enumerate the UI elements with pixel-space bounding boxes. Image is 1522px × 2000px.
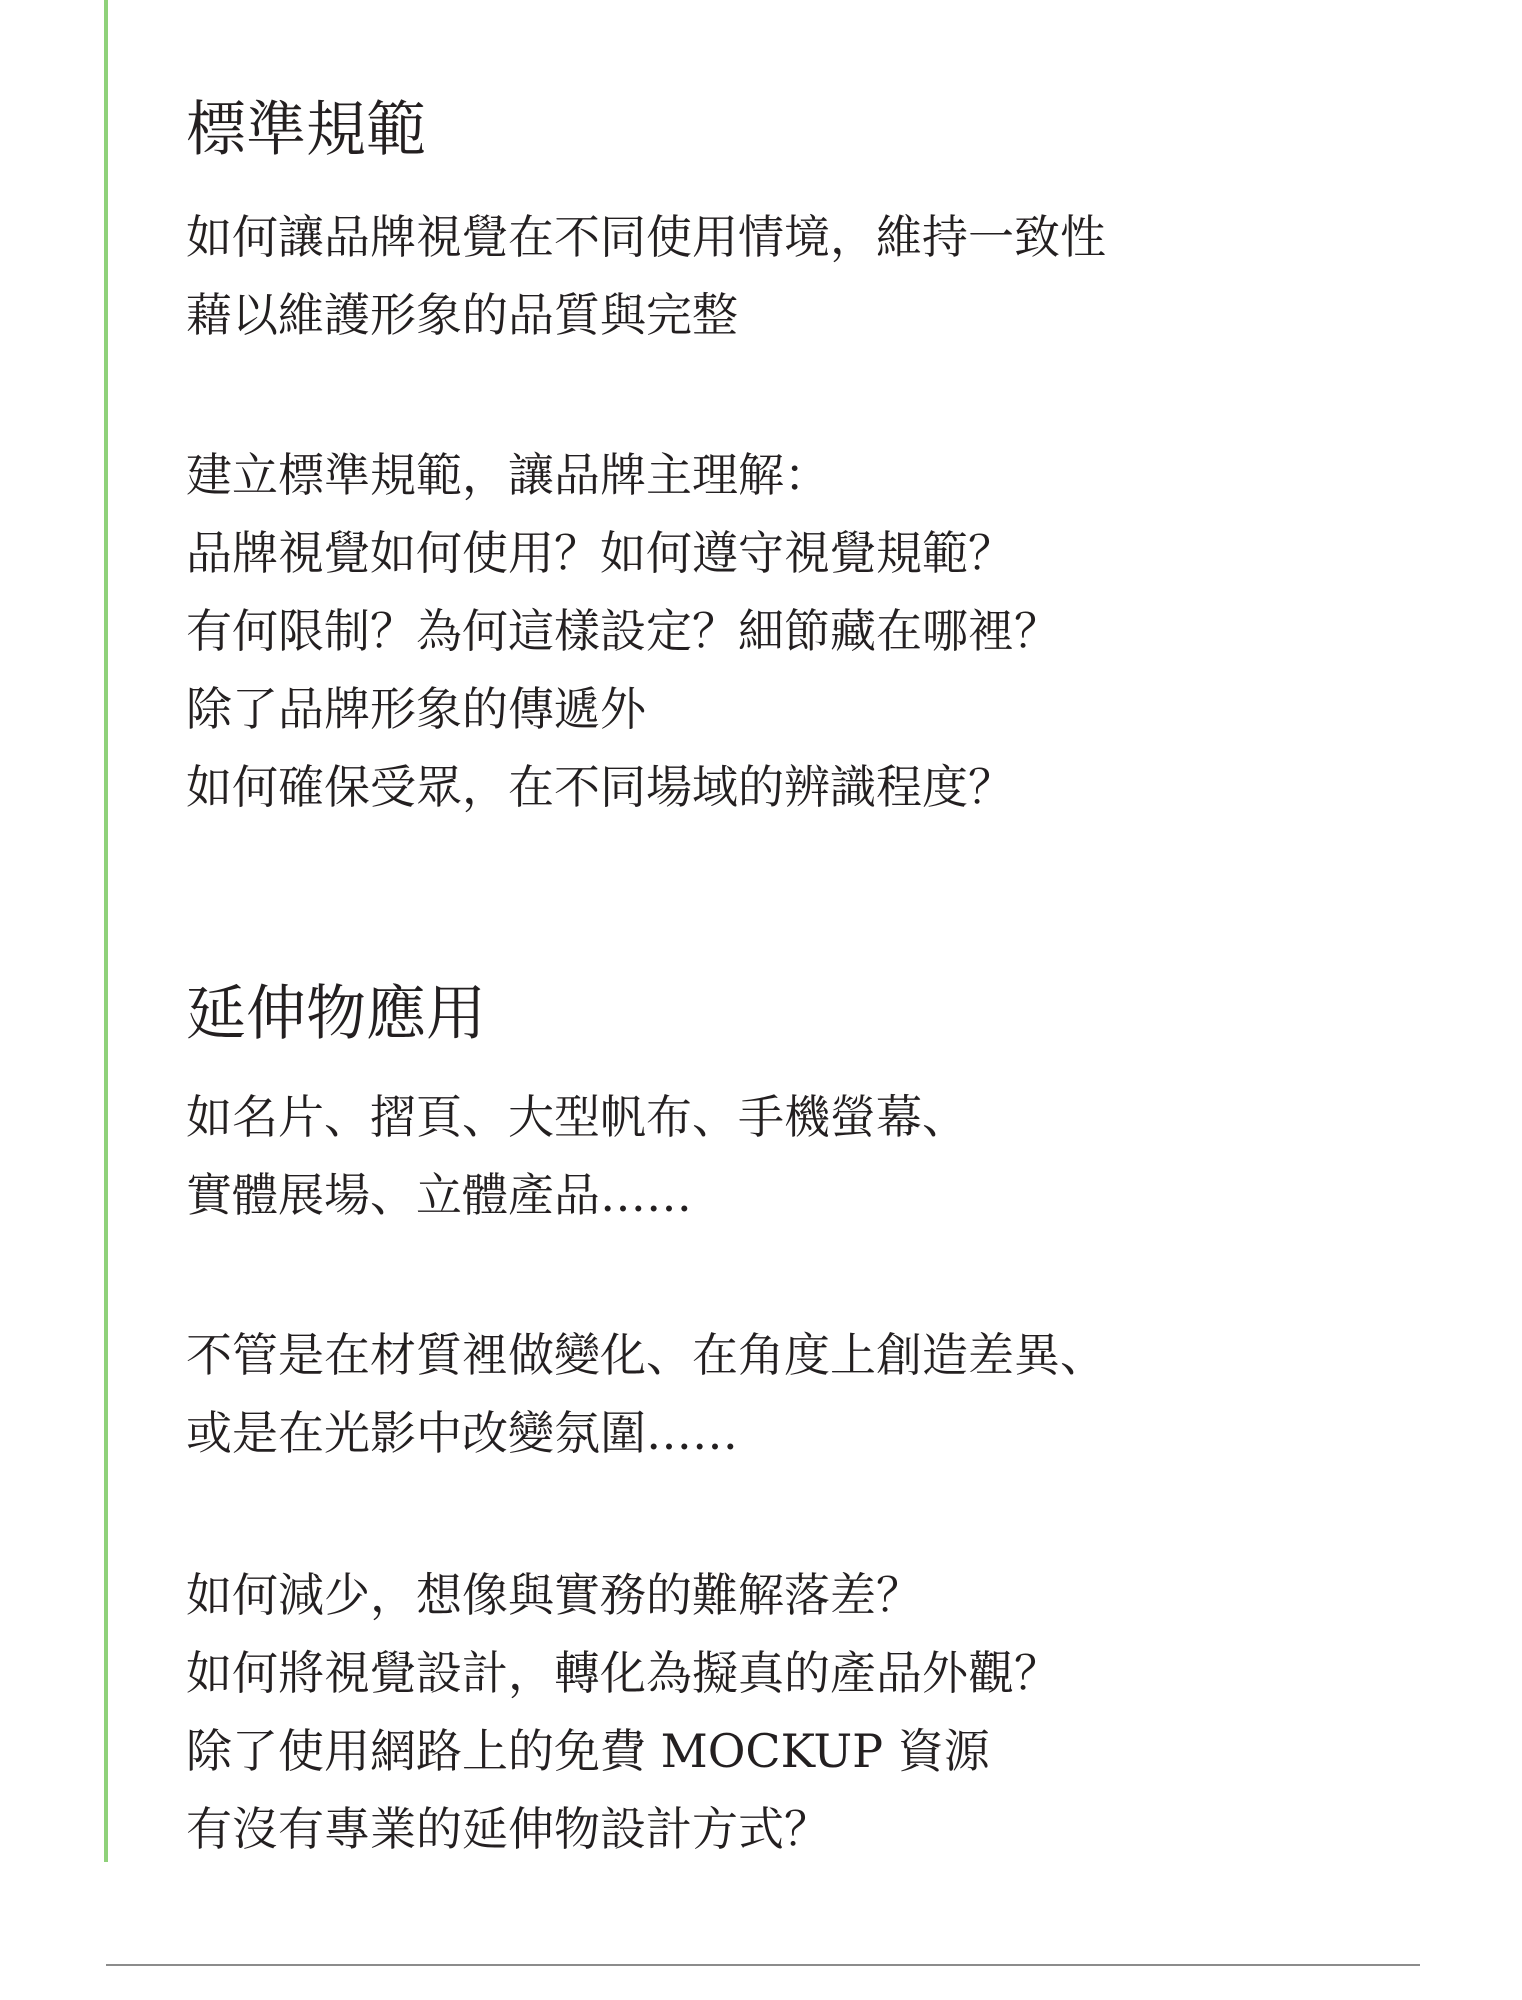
extensions-paragraph-1 [186,1078,968,1234]
text-line: 如何減少，想像與實務的難解落差？ [186,1568,922,1622]
text-line: 或是在光影中改變氛圍…… [186,1406,738,1460]
extensions-paragraph-2 [186,1316,1106,1472]
text-line: 有何限制？為何這樣設定？細節藏在哪裡？ [186,604,1060,658]
text-line: 如何確保受眾，在不同場域的辨識程度？ [186,760,1014,814]
text-line: 品牌視覺如何使用？如何遵守視覺規範？ [186,526,1014,580]
text-line: 有沒有專業的延伸物設計方式？ [186,1802,830,1856]
standards-paragraph-2 [186,436,1060,826]
extensions-paragraph-3 [186,1556,1060,1868]
text-line: 如何將視覺設計，轉化為擬真的產品外觀？ [186,1646,1060,1700]
left-accent-bar [104,0,108,1862]
text-line: 藉以維護形象的品質與完整 [186,288,738,342]
text-line: 除了品牌形象的傳遞外 [186,682,646,736]
text-line: 實體展場、立體產品…… [186,1168,692,1222]
text-line: 建立標準規範，讓品牌主理解： [186,448,830,502]
text-line: 不管是在材質裡做變化、在角度上創造差異、 [186,1328,1106,1382]
text-line: 如何讓品牌視覺在不同使用情境，維持一致性 [186,210,1106,264]
text-line: 除了使用網路上的免費 MOCKUP 資源 [186,1724,990,1778]
text-line: 如名片、摺頁、大型帆布、手機螢幕、 [186,1090,968,1144]
section-title-extensions: 延伸物應用 [186,979,486,1049]
section-title-standards: 標準規範 [186,95,426,165]
standards-paragraph-1 [186,198,1106,354]
bottom-divider [106,1964,1420,1966]
